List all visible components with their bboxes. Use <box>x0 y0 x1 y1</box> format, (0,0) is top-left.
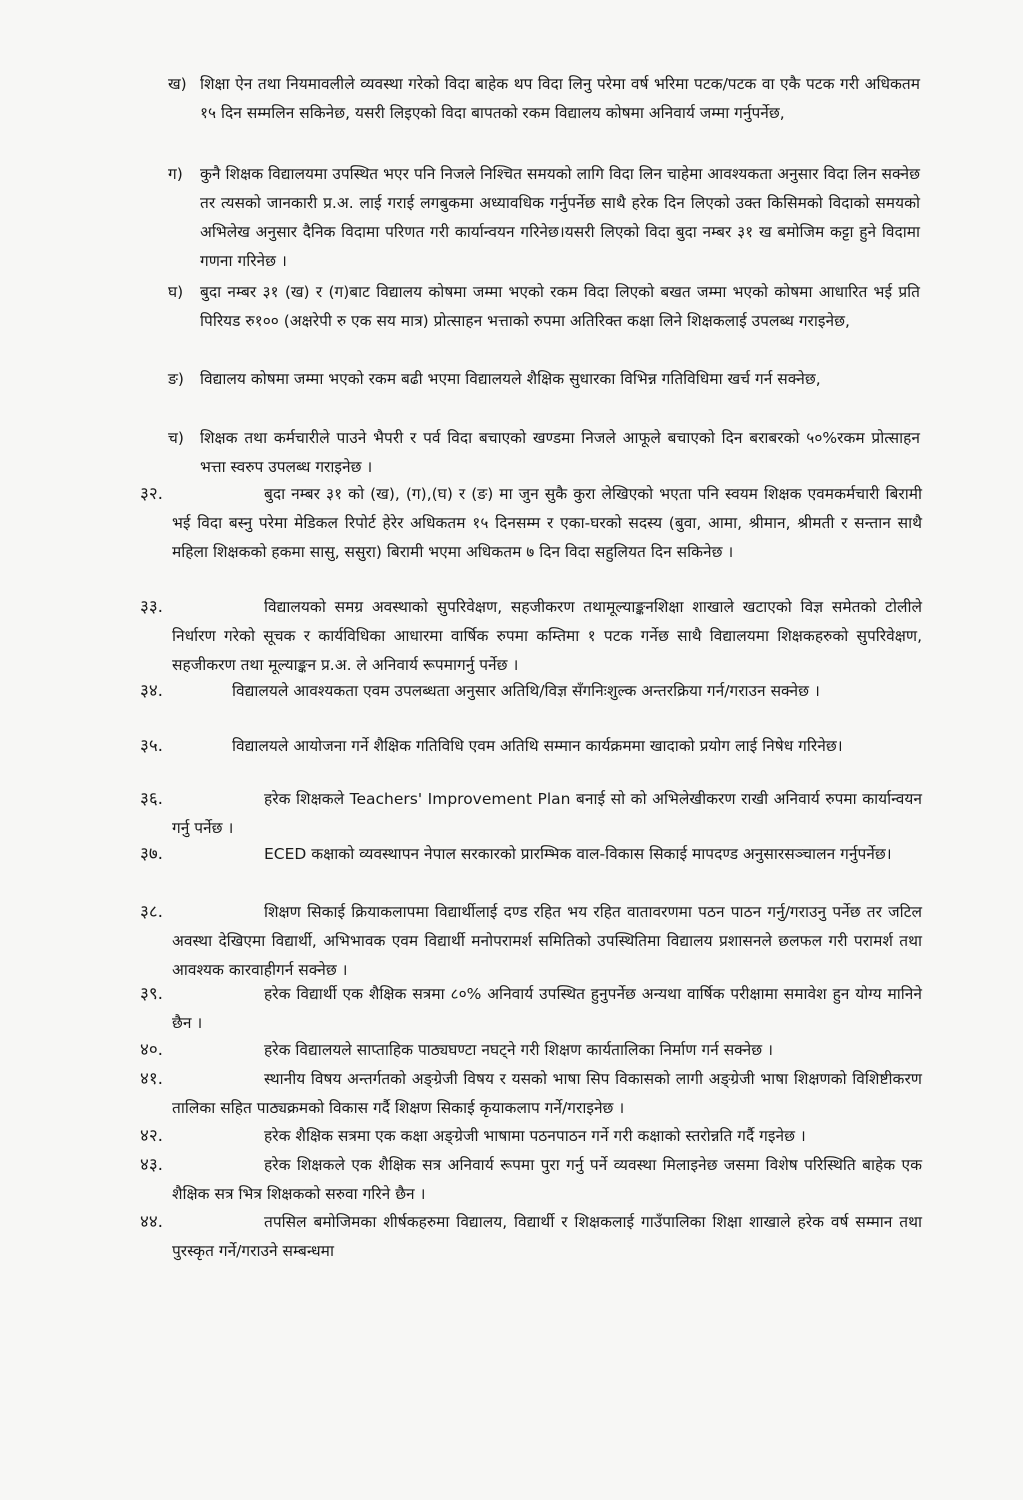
clause-number: ३४. <box>140 681 164 701</box>
clause-41 <box>140 1065 922 1123</box>
clause-number: ३२. <box>140 484 164 504</box>
clause-text: विद्यालयले आयोजना गर्ने शैक्षिक गतिविधि एवम अतिथि सम्मान कार्यक्रममा खादाको प्रयोग लाई निषेध गरिनेछ। <box>232 737 843 755</box>
clause-32 <box>140 480 922 567</box>
sub-item-nga <box>168 365 920 394</box>
clause-text: हरेक विद्यालयले साप्ताहिक पाठ्यघण्टा नघट्ने गरी शिक्षण कार्यतालिका निर्माण गर्न सक्नेछ । <box>264 1041 773 1059</box>
clause-number: ३६. <box>140 789 164 809</box>
clause-text: हरेक शैक्षिक सत्रमा एक कक्षा अङ्ग्रेजी भाषामा पठनपाठन गर्ने गरी कक्षाको स्तरोन्नति गर्दै गइनेछ । <box>264 1127 806 1145</box>
clause-42 <box>140 1122 922 1151</box>
sub-item-ga <box>168 160 920 276</box>
clause-text: तपसिल बमोजिमका शीर्षकहरुमा विद्यालय, विद्यार्थी र शिक्षकलाई गाउँपालिका शिक्षा शाखाले हरेक वर्ष सम्मान तथा पुरस्कृत गर्ने/गराउने सम्बन्धमा <box>172 1213 922 1260</box>
clause-number: ४०. <box>140 1040 164 1060</box>
clause-text: हरेक शिक्षकले Teachers' Improvement Plan बनाई सो को अभिलेखीकरण राखी अनिवार्य रुपमा कार्यान्वयन गर्नु पर्नेछ । <box>172 790 922 837</box>
clause-39 <box>140 980 922 1038</box>
clause-number: ३३. <box>140 597 164 617</box>
sub-item-kha <box>168 70 920 128</box>
clause-text: विद्यालयको समग्र अवस्थाको सुपरिवेक्षण, सहजीकरण तथामूल्याङ्कनशिक्षा शाखाले खटाएको विज्ञ समेतको टोलीले निर्धारण गरेको सूचक र कार्यविधिका आधारमा वार्षिक रुपमा कम्तिमा १ पटक गर्नेछ साथै विद्यालयमा शिक्षकहरुको सुपरिवेक्षण, सहजीकरण तथा मूल्याङ्कन प्र.अ. ले अनिवार्य रूपमागर्नु पर्नेछ । <box>172 598 922 674</box>
clause-number: ४४. <box>140 1212 164 1232</box>
clause-number: ४२. <box>140 1126 164 1146</box>
sub-item-marker: घ) <box>168 283 184 301</box>
sub-item-gha <box>168 278 920 336</box>
clause-text: विद्यालयले आवश्यकता एवम उपलब्धता अनुसार अतिथि/विज्ञ सँगनिःशुल्क अन्तरक्रिया गर्न/गराउन सक्नेछ । <box>232 682 820 700</box>
clause-44 <box>140 1208 922 1266</box>
clause-text: ECED कक्षाको व्यवस्थापन नेपाल सरकारको प्रारम्भिक वाल-विकास सिकाई मापदण्ड अनुसारसञ्चालन गर्नुपर्नेछ। <box>264 845 892 863</box>
clause-text: हरेक शिक्षकले एक शैक्षिक सत्र अनिवार्य रूपमा पुरा गर्नु पर्ने व्यवस्था मिलाइनेछ जसमा विशेष परिस्थिति बाहेक एक शैक्षिक सत्र भित्र शिक्षकको सरुवा गरिने छैन । <box>172 1156 922 1203</box>
clause-number: ४१. <box>140 1069 164 1089</box>
sub-item-text: शिक्षक तथा कर्मचारीले पाउने भैपरी र पर्व विदा बचाएको खण्डमा निजले आफूले बचाएको दिन बराबरको ५०%रकम प्रोत्साहन भत्ता स्वरुप उपलब्ध गराइनेछ । <box>200 429 920 476</box>
clause-38 <box>140 898 922 985</box>
sub-item-marker: च) <box>168 429 184 447</box>
clause-number: ३५. <box>140 736 164 756</box>
sub-item-text: विद्यालय कोषमा जम्मा भएको रकम बढी भएमा विद्यालयले शैक्षिक सुधारका विभिन्न गतिविधिमा खर्च गर्न सक्नेछ, <box>200 370 821 388</box>
clause-40 <box>140 1036 922 1065</box>
sub-item-marker: ग) <box>168 165 183 183</box>
clause-number: ३८. <box>140 902 164 922</box>
clause-43 <box>140 1151 922 1209</box>
clause-text: बुदा नम्बर ३१ को (ख), (ग),(घ) र (ङ) मा जुन सुकै कुरा लेखिएको भएता पनि स्वयम शिक्षक एवमकर्मचारी बिरामी भई विदा बस्नु परेमा मेडिकल रिपोर्ट हेरेर अधिकतम १५ दिनसम्म र एका-घरको सदस्य (बुवा, आमा, श्रीमान, श्रीमती र सन्तान साथै महिला शिक्षकको हकमा सासु, ससुरा) बिरामी भएमा अधिकतम ७ दिन विदा सहुलियत दिन सकिनेछ । <box>172 485 922 561</box>
sub-item-cha <box>168 424 920 482</box>
clause-37 <box>140 840 922 869</box>
clause-text: शिक्षण सिकाई क्रियाकलापमा विद्यार्थीलाई दण्ड रहित भय रहित वातावरणमा पठन पाठन गर्नु/गराउनु पर्नेछ तर जटिल अवस्था देखिएमा विद्यार्थी, अभिभावक एवम विद्यार्थी मनोपरामर्श समितिको उपस्थितिमा विद्यालय प्रशासनले छलफल गरी परामर्श तथा आवश्यक कारवाहीगर्न सक्नेछ । <box>172 903 922 979</box>
clause-33 <box>140 593 922 680</box>
sub-item-marker: ख) <box>168 75 187 93</box>
clause-number: ४३. <box>140 1155 164 1175</box>
sub-item-marker: ङ) <box>168 370 184 388</box>
clause-text: स्थानीय विषय अन्तर्गतको अङ्ग्रेजी विषय र यसको भाषा सिप विकासको लागी अङ्ग्रेजी भाषा शिक्षणको विशिष्टीकरण तालिका सहित पाठ्यक्रमको विकास गर्दै शिक्षण सिकाई कृयाकलाप गर्ने/गराइनेछ । <box>172 1070 922 1117</box>
clause-number: ३९. <box>140 984 164 1004</box>
clause-text: हरेक विद्यार्थी एक शैक्षिक सत्रमा ८०% अनिवार्य उपस्थित हुनुपर्नेछ अन्यथा वार्षिक परीक्षामा समावेश हुन योग्य मानिने छैन । <box>172 985 922 1032</box>
clause-35 <box>140 732 922 761</box>
clause-36 <box>140 785 922 843</box>
clause-number: ३७. <box>140 844 164 864</box>
sub-item-text: कुनै शिक्षक विद्यालयमा उपस्थित भएर पनि निजले निश्चित समयको लागि विदा लिन चाहेमा आवश्यकता अनुसार विदा लिन सक्नेछ तर त्यसको जानकारी प्र.अ. लाई गराई लगबुकमा अध्यावधिक गर्नुपर्नेछ साथै हरेक दिन लिएको उक्त किसिमको विदाको समयको अभिलेख अनुसार दैनिक विदामा परिणत गरी कार्यान्वयन गरिनेछ।यसरी लिएको विदा बुदा नम्बर ३१ ख बमोजिम कट्टा हुने विदामा गणना गरिनेछ । <box>200 165 920 270</box>
sub-item-text: बुदा नम्बर ३१ (ख) र (ग)बाट विद्यालय कोषमा जम्मा भएको रकम विदा लिएको बखत जम्मा भएको कोषमा आधारित भई प्रति पिरियड रु१०० (अक्षरेपी रु एक सय मात्र) प्रोत्साहन भत्ताको रुपमा अतिरिक्त कक्षा लिने शिक्षकलाई उपलब्ध गराइनेछ, <box>200 283 920 330</box>
clause-34 <box>140 677 922 706</box>
sub-item-text: शिक्षा ऐन तथा नियमावलीले व्यवस्था गरेको विदा बाहेक थप विदा लिनु परेमा वर्ष भरिमा पटक/पटक वा एकै पटक गरी अधिकतम १५ दिन सम्मलिन सकिनेछ, यसरी लिइएको विदा बापतको रकम विद्यालय कोषमा अनिवार्य जम्मा गर्नुपर्नेछ, <box>200 75 920 122</box>
